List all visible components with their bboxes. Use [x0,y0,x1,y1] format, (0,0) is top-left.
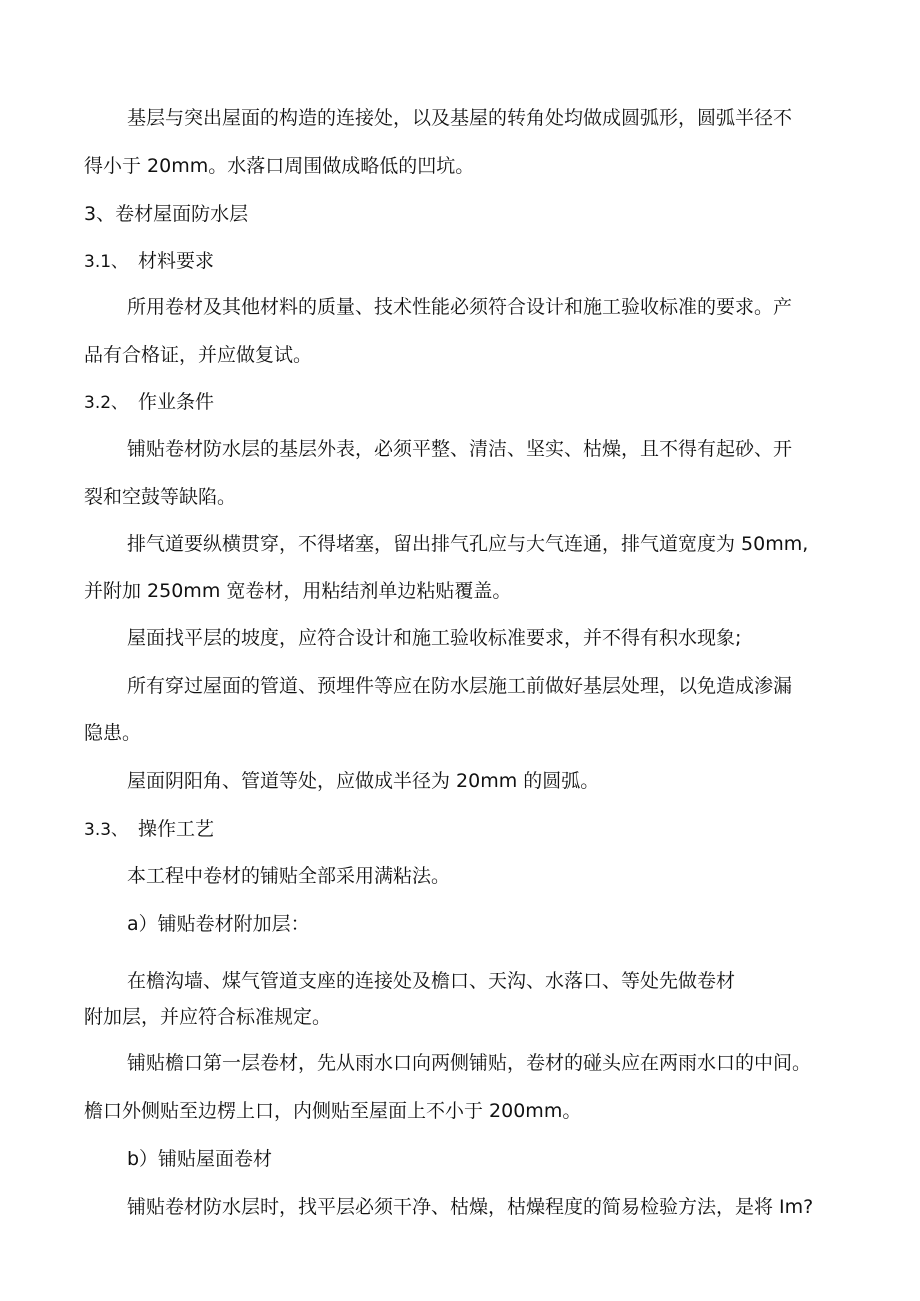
paragraph-line: 隐患。 [84,722,142,744]
paragraph-line: 裂和空鼓等缺陷。 [84,486,237,508]
subsection-title: 作业条件 [138,391,215,413]
paragraph-line: 屋面阴阳角、管道等处，应做成半径为 20mm 的圆弧。 [127,770,600,792]
paragraph-line: 并附加 250mm 宽卷材，用粘结剂单边粘贴覆盖。 [84,580,512,602]
subsection-heading [84,389,214,416]
paragraph-line: 所有穿过屋面的管道、预埋件等应在防水层施工前做好基层处理，以免造成渗漏 [127,675,793,697]
paragraph-line: 附加层，并应符合标准规定。 [84,1006,332,1028]
list-heading: a）铺贴卷材附加层： [127,913,310,935]
subsection-title: 操作工艺 [138,818,215,840]
paragraph-line: 在檐沟墙、煤气管道支座的连接处及檐口、天沟、水落口、等处先做卷材 [127,970,736,992]
paragraph-line: 基层与突出屋面的构造的连接处，以及基屋的转角处均做成圆弧形，圆弧半径不 [127,107,793,129]
paragraph-line: 铺贴檐口第一层卷材，先从雨水口向两侧铺贴，卷材的碰头应在两雨水口的中间。 [127,1052,812,1074]
subsection-heading [84,248,214,275]
subsection-number: 3.1、 [84,252,129,272]
section-heading: 3、卷材屋面防水层 [84,203,249,225]
paragraph-line: 本工程中卷材的铺贴全部采用满粘法。 [127,865,451,887]
list-heading: b）铺贴屋面卷材 [127,1148,273,1170]
subsection-number: 3.3、 [84,820,129,840]
paragraph-line: 所用卷材及其他材料的质量、技术性能必须符合设计和施工验收标准的要求。产 [127,296,793,318]
subsection-heading [84,816,214,843]
paragraph-line: 檐口外侧贴至边楞上口，内侧贴至屋面上不小于 200mm。 [84,1100,582,1122]
subsection-title: 材料要求 [138,250,215,272]
paragraph-line: 得小于 20mm。水落口周围做成略低的凹坑。 [84,155,475,177]
paragraph-line: 屋面找平层的坡度，应符合设计和施工验收标准要求，并不得有积水现象; [127,627,742,649]
paragraph-line: 铺贴卷材防水层的基层外表，必须平整、清洁、坚实、枯燥，且不得有起砂、开 [127,438,793,460]
paragraph-line: 排气道要纵横贯穿，不得堵塞，留出排气孔应与大气连通，排气道宽度为 50mm, [127,533,809,555]
paragraph-line: 铺贴卷材防水层时，找平层必须干净、枯燥，枯燥程度的简易检验方法，是将 Im? [127,1196,814,1218]
paragraph-line: 品有合格证，并应做复试。 [84,344,313,366]
subsection-number: 3.2、 [84,393,129,413]
